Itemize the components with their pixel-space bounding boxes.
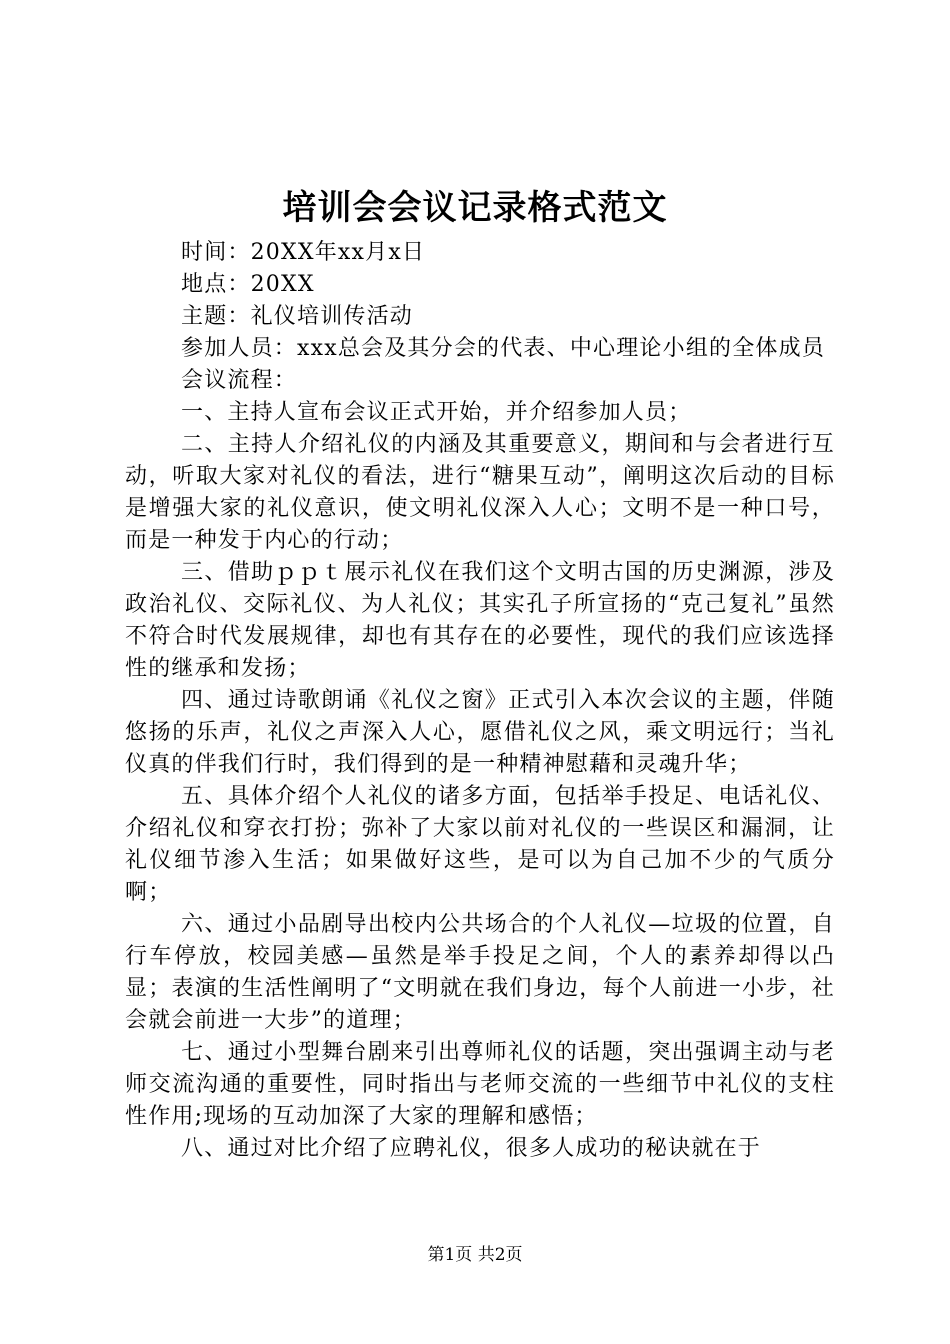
meeting-attendees: 参加人员：xxx总会及其分会的代表、中心理论小组的全体成员 <box>181 336 826 361</box>
document-body <box>125 237 835 1165</box>
document-title: 培训会会议记录格式范文 <box>282 188 668 228</box>
process-step-2: 二、主持人介绍礼仪的内涵及其重要意义，期间和与会者进行互动，听取大家对礼仪的看法，进行“糖果互动”，阐明这次后动的目标是增强大家的礼仪意识，使文明礼仪深入人心；文明不是一种口号，而是一种发于内心的行动； <box>125 432 835 553</box>
page-footer: 第1页 共2页 <box>427 1245 523 1265</box>
process-step-3: 三、借助ｐｐｔ展示礼仪在我们这个文明古国的历史渊源，涉及政治礼仪、交际礼仪、为人礼仪；其实孔子所宣扬的“克己复礼”虽然不符合时代发展规律，却也有其存在的必要性，现代的我们应该选择性的继承和发扬； <box>125 560 835 681</box>
process-step-4: 四、通过诗歌朗诵《礼仪之窗》正式引入本次会议的主题，伴随悠扬的乐声，礼仪之声深入人心，愿借礼仪之风，乘文明远行；当礼仪真的伴我们行时，我们得到的是一种精神慰藉和灵魂升华； <box>125 688 835 777</box>
meeting-topic: 主题：礼仪培训传活动 <box>181 304 414 329</box>
process-step-6: 六、通过小品剧导出校内公共场合的个人礼仪—垃圾的位置，自行车停放，校园美感—虽然是举手投足之间，个人的素养却得以凸显；表演的生活性阐明了“文明就在我们身边，每个人前进一小步，社会就会前进一大步”的道理； <box>125 912 835 1033</box>
process-step-5: 五、具体介绍个人礼仪的诸多方面，包括举手投足、电话礼仪、介绍礼仪和穿衣打扮；弥补了大家以前对礼仪的一些误区和漏洞，让礼仪细节渗入生活；如果做好这些，是可以为自己加不少的气质分啊； <box>125 784 835 905</box>
process-step-1: 一、主持人宣布会议正式开始，并介绍参加人员； <box>181 400 692 425</box>
meeting-process-heading: 会议流程： <box>181 368 298 393</box>
process-step-7: 七、通过小型舞台剧来引出尊师礼仪的话题，突出强调主动与老师交流沟通的重要性，同时指出与老师交流的一些细节中礼仪的支柱性作用;现场的互动加深了大家的理解和感悟； <box>125 1040 835 1129</box>
process-step-8: 八、通过对比介绍了应聘礼仪，很多人成功的秘诀就在于 <box>181 1136 762 1161</box>
meeting-time: 时间：20XX年xx月x日 <box>181 240 426 265</box>
meeting-location: 地点：20XX <box>181 272 315 297</box>
